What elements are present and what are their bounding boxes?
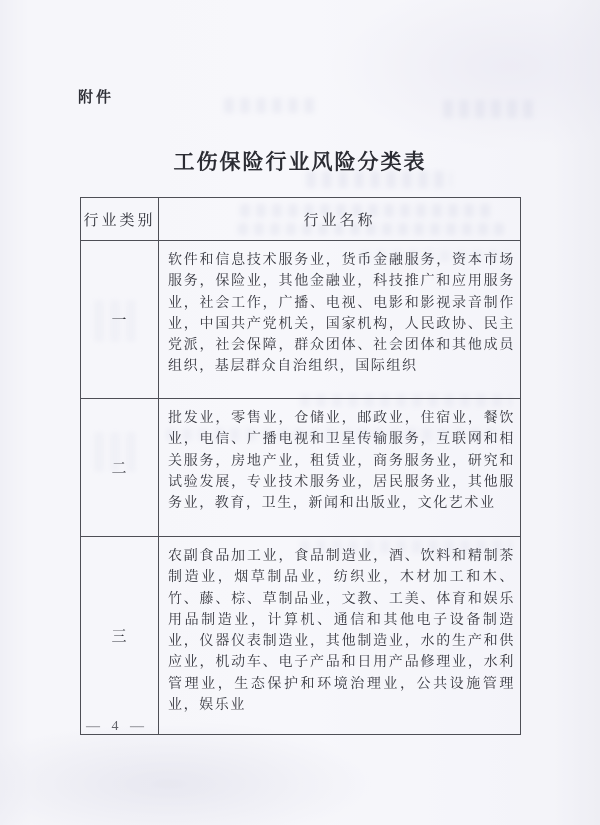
document-title: 工伤保险行业风险分类表 <box>173 150 427 174</box>
bleedthrough-artifact <box>224 98 316 113</box>
industries-cell: 软件和信息技术服务业，货币金融服务，资本市场服务，保险业，其他金融业，科技推广和应用服务业，社会工作，广播、电视、电影和影视录音制作业，中国共产党机关，国家机构，人民政协、民主党派，社会保障，群众团体、社会团体和其他成员组织，基层群众自治组织，国际组织 <box>159 241 521 399</box>
table-header-row <box>81 198 521 241</box>
risk-classification-table <box>80 197 521 735</box>
column-header-industry-name: 行业名称 <box>159 198 521 241</box>
industries-cell: 批发业，零售业，仓储业，邮政业，住宿业，餐饮业，电信、广播电视和卫星传输服务，互联网和相关服务，房地产业，租赁业，商务服务业，研究和试验发展，专业技术服务业，居民服务业，其他服务业，教育，卫生，新闻和出版业，文化艺术业 <box>159 399 521 537</box>
category-cell: 一 <box>81 241 159 399</box>
table-row <box>81 399 521 537</box>
category-cell: 三 <box>81 537 159 735</box>
column-header-industry-category: 行业类别 <box>81 198 159 241</box>
category-cell: 二 <box>81 399 159 537</box>
industries-cell: 农副食品加工业，食品制造业，酒、饮料和精制茶制造业，烟草制品业，纺织业，木材加工和木、竹、藤、棕、草制品业，文教、工美、体育和娱乐用品制造业，计算机、通信和其他电子设备制造业，仪器仪表制造业，其他制造业，水的生产和供应业，机动车、电子产品和日用产品修理业，水利管理业，生态保护和环境治理业，公共设施管理业，娱乐业 <box>159 537 521 735</box>
table-row <box>81 241 521 399</box>
page-number: — 4 — <box>86 719 148 734</box>
attachment-label: 附件 <box>78 90 115 106</box>
table-row <box>81 537 521 735</box>
bleedthrough-artifact <box>443 100 539 118</box>
